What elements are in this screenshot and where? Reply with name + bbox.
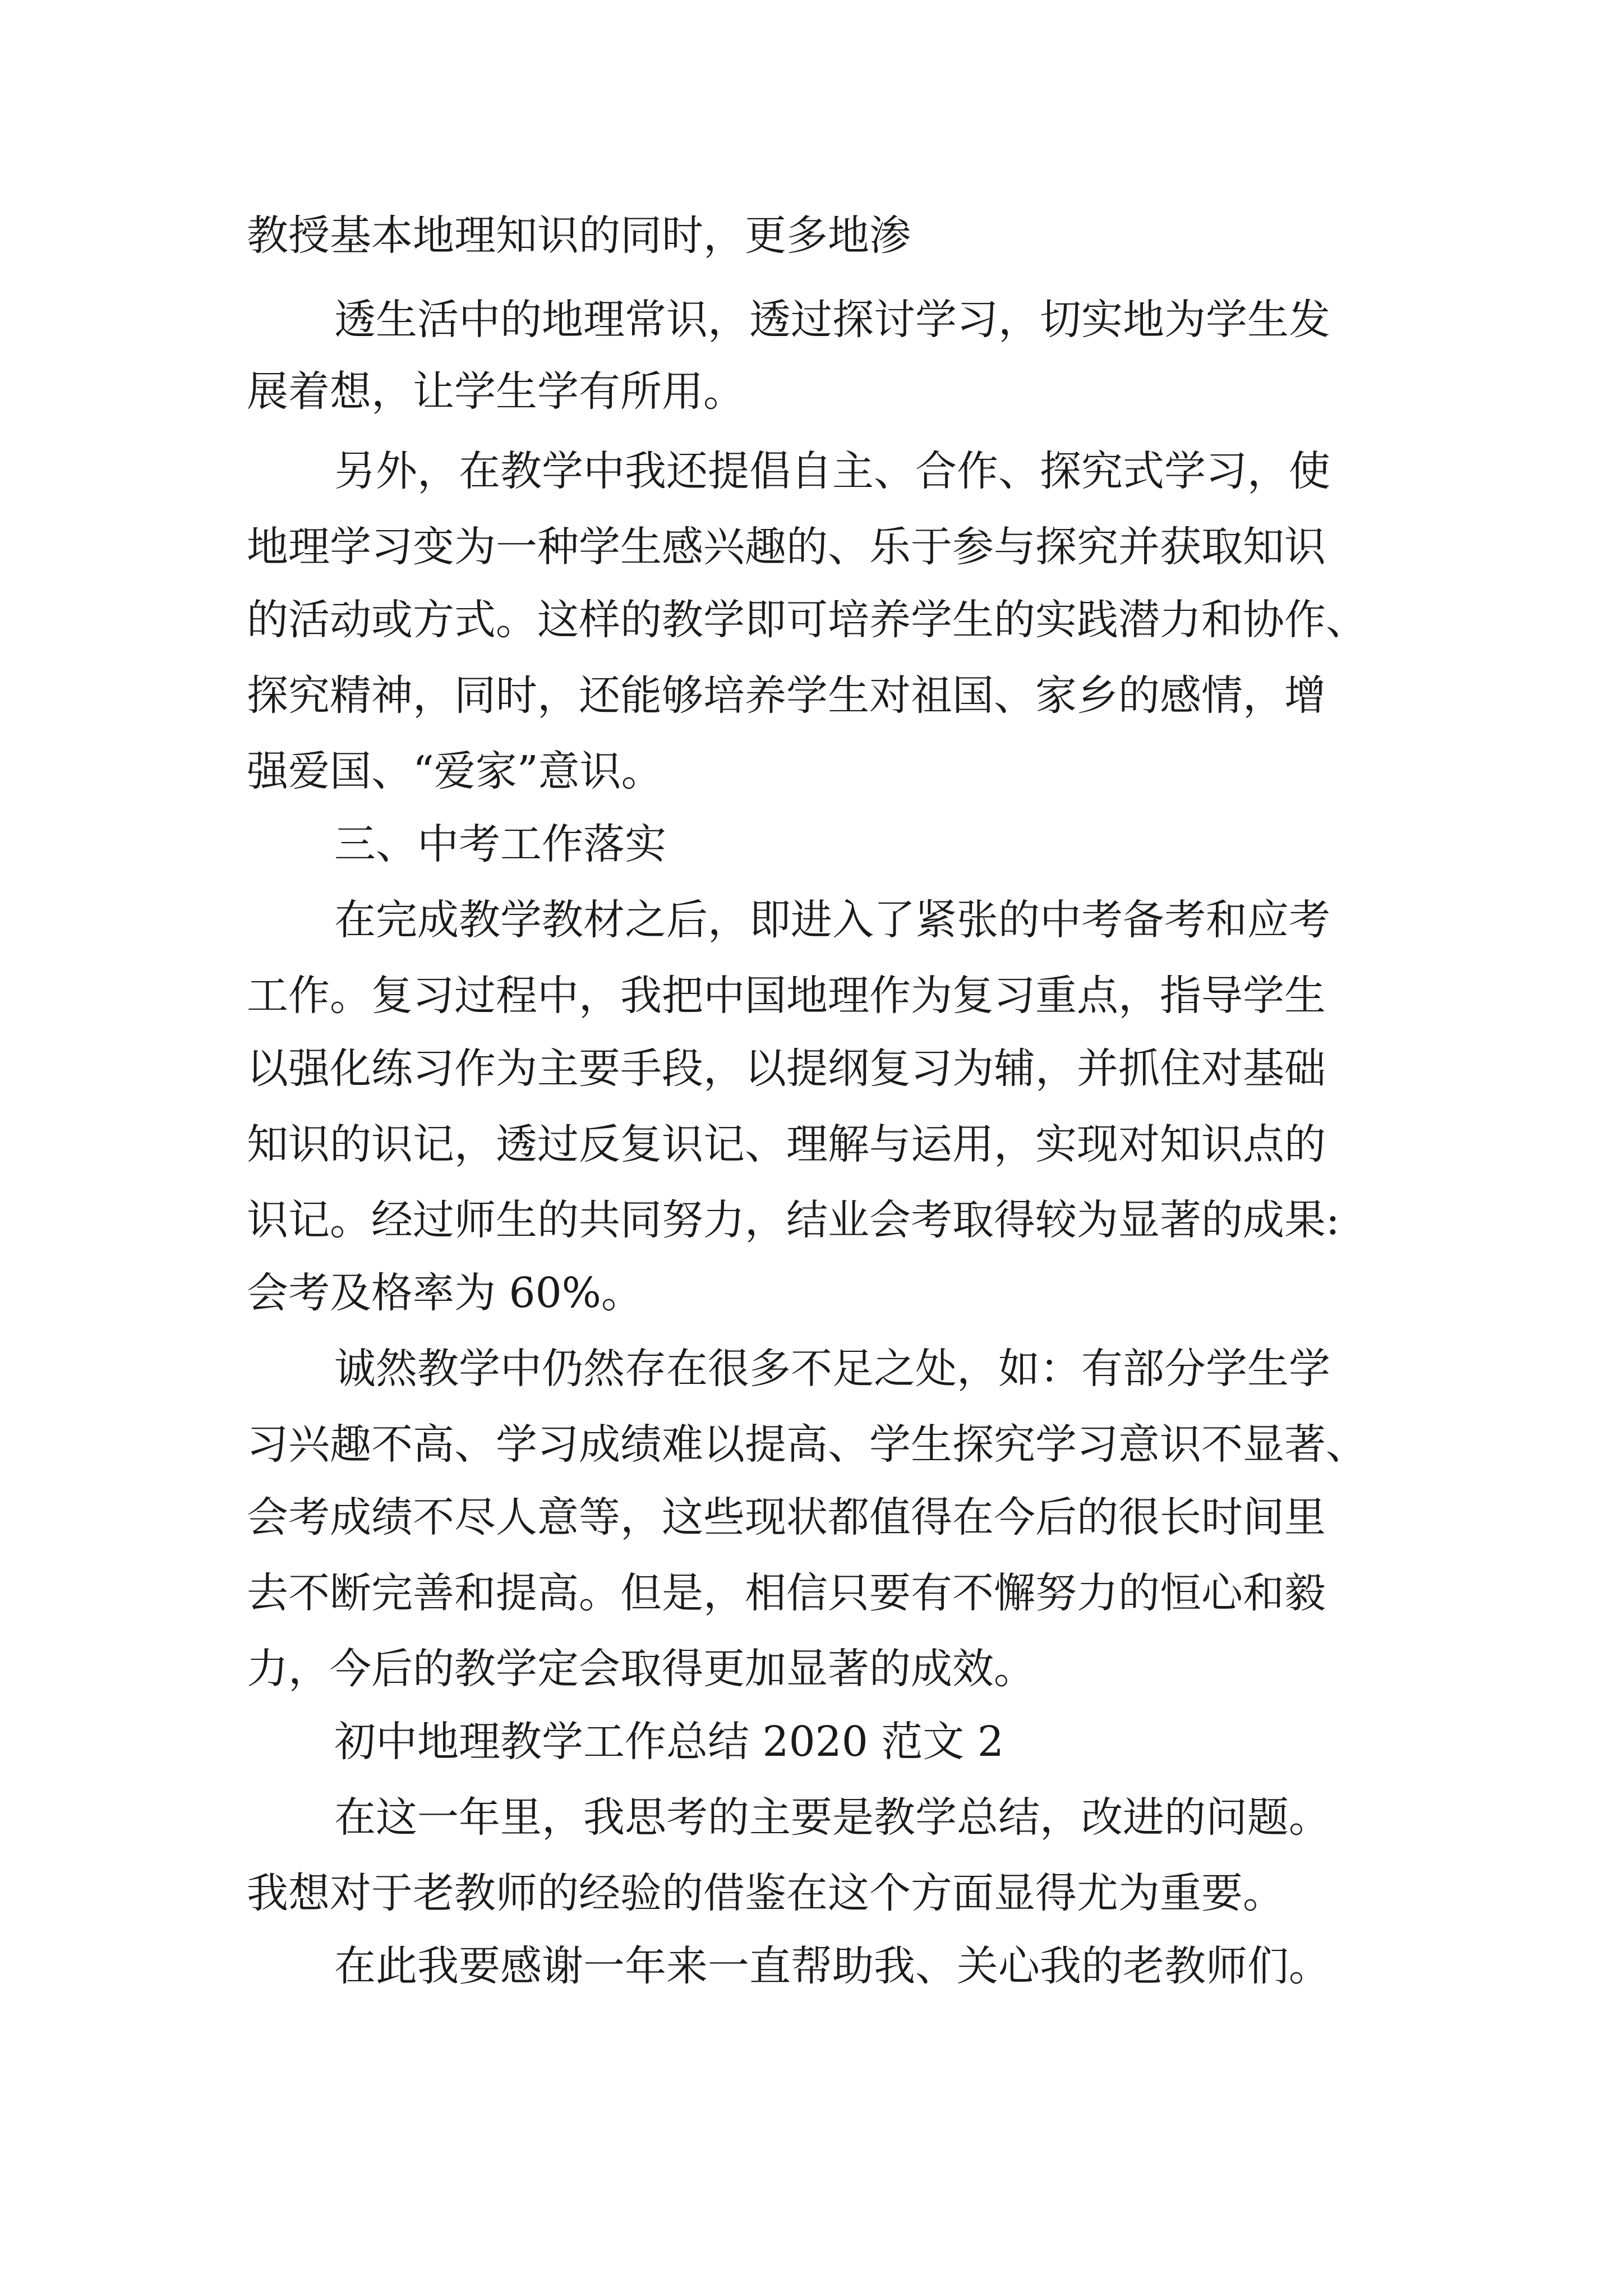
text-line: 透生活中的地理常识，透过探讨学习，切实地为学生发 xyxy=(334,296,1330,344)
text-line: 知识的识记，透过反复识记、理解与运用，实现对知识点的 xyxy=(247,1120,1326,1168)
text-line: 我想对于老教师的经验的借鉴在这个方面显得尤为重要。 xyxy=(247,1869,1284,1917)
text-line: 会考及格率为 60%。 xyxy=(247,1269,643,1317)
text-line: 诚然教学中仍然存在很多不足之处，如：有部分学生学 xyxy=(334,1345,1330,1393)
section-heading: 三、中考工作落实 xyxy=(334,820,666,868)
text-line: 探究精神，同时，还能够培养学生对祖国、家乡的感情，增 xyxy=(247,671,1326,720)
text-line: 会考成绩不尽人意等，这些现状都值得在今后的很长时间里 xyxy=(247,1493,1326,1542)
text-line: 展着想，让学生学有所用。 xyxy=(247,367,745,416)
text-line: 以强化练习作为主要手段，以提纲复习为辅，并抓住对基础 xyxy=(247,1045,1326,1093)
section-heading: 初中地理教学工作总结 2020 范文 2 xyxy=(334,1718,1004,1766)
text-line: 强爱国、“爱家”意识。 xyxy=(247,747,663,795)
text-line: 在此我要感谢一年来一直帮助我、关心我的老教师们。 xyxy=(334,1942,1330,1990)
text-line: 去不断完善和提高。但是，相信只要有不懈努力的恒心和毅 xyxy=(247,1569,1326,1617)
text-line: 地理学习变为一种学生感兴趣的、乐于参与探究并获取知识 xyxy=(247,523,1326,571)
text-line: 教授基本地理知识的同时，更多地渗 xyxy=(247,211,911,260)
text-line: 在这一年里，我思考的主要是教学总结，改进的问题。 xyxy=(334,1793,1330,1842)
text-line: 工作。复习过程中，我把中国地理作为复习重点，指导学生 xyxy=(247,972,1326,1020)
text-line: 习兴趣不高、学习成绩难以提高、学生探究学习意识不显著、 xyxy=(247,1420,1367,1469)
text-line: 的活动或方式。这样的教学即可培养学生的实践潜力和协作、 xyxy=(247,596,1367,644)
text-line: 力，今后的教学定会取得更加显著的成效。 xyxy=(247,1645,1035,1693)
text-line: 识记。经过师生的共同努力，结业会考取得较为显著的成果: xyxy=(247,1196,1340,1244)
text-line: 在完成教学教材之后，即进入了紧张的中考备考和应考 xyxy=(334,896,1330,944)
text-line: 另外，在教学中我还提倡自主、合作、探究式学习，使 xyxy=(334,447,1330,495)
